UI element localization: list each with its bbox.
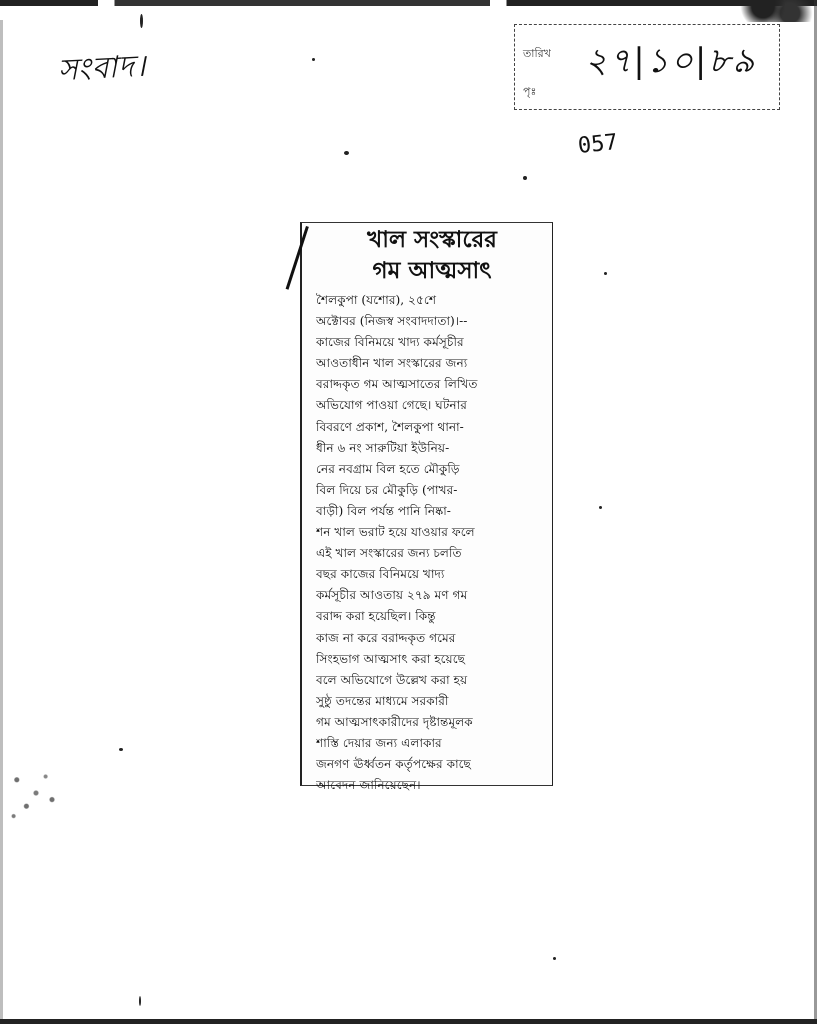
body-line: কাজ না করে বরাদ্দকৃত গমের xyxy=(316,630,456,645)
scan-bottom-edge xyxy=(0,1019,817,1024)
scan-speck xyxy=(553,957,556,960)
scan-speck xyxy=(139,996,141,1006)
scan-left-edge xyxy=(0,20,3,1024)
date-stamp xyxy=(514,24,780,110)
scan-speck xyxy=(344,151,349,155)
body-line: বরাদ্দ করা হয়েছিল। কিন্তু xyxy=(316,609,436,624)
scan-speck xyxy=(119,748,123,751)
date-stamp-value: ২৭|১০|৮৯ xyxy=(585,41,757,81)
body-line: জনগণ ঊর্ধ্বতন কর্তৃপক্ষের কাছে xyxy=(316,757,471,772)
body-line: বিল দিয়ে চর মৌকুড়ি (পাখর- xyxy=(316,482,458,497)
body-line: বিবরণে প্রকাশ, শৈলকুপা থানা- xyxy=(316,419,464,434)
body-line: শন খাল ভরাট হয়ে যাওয়ার ফলে xyxy=(316,525,475,540)
ink-blot xyxy=(4,760,68,826)
body-line: সিংহভাগ আত্মসাৎ করা হয়েছে xyxy=(316,651,465,666)
scan-speck xyxy=(599,506,602,509)
clipping-body xyxy=(316,290,542,796)
scan-speck xyxy=(312,58,315,61)
body-line: সুষ্ঠু তদন্তের মাধ্যমে সরকারী xyxy=(316,693,449,708)
body-line: শৈলকুপা (যশোর), ২৫শে xyxy=(316,293,437,307)
scan-corner-smudge xyxy=(727,0,817,22)
body-line: বরাদ্দকৃত গম আত্মসাতের লিখিত xyxy=(316,377,478,392)
headline-line-2: গম আত্মসাৎ xyxy=(372,257,492,284)
body-line: অক্টোবর (নিজস্ব সংবাদদাতা)।-- xyxy=(316,314,468,329)
body-line: ধীন ৬ নং সারুটিয়া ইউনিয়- xyxy=(316,440,450,455)
body-line: এই খাল সংস্কারের জন্য চলতি xyxy=(316,546,462,561)
body-line: আবেদন জানিয়েছেন। xyxy=(316,778,421,793)
page-number: 057 xyxy=(576,129,619,160)
scan-speck xyxy=(140,14,143,28)
scan-top-edge xyxy=(0,0,817,6)
scan-speck xyxy=(604,272,607,275)
body-line: কাজের বিনিময়ে খাদ্য কর্মসূচীর xyxy=(316,335,464,350)
headline-line-1: খাল সংস্কারের xyxy=(367,226,497,253)
body-line: বলে অভিযোগে উল্লেখ করা হয় xyxy=(316,672,468,687)
body-line: শাস্তি দেয়ার জন্য এলাকার xyxy=(316,735,442,750)
clipping-headline xyxy=(332,224,532,286)
body-line: বাড়ী) বিল পর্যন্ত পানি নিষ্কা- xyxy=(316,503,451,518)
page-stamp-label: পৃঃ xyxy=(523,85,537,98)
scan-speck xyxy=(523,176,527,180)
body-line: কর্মসূচীর আওতায় ২৭৯ মণ গম xyxy=(316,588,468,603)
body-line: গম আত্মসাৎকারীদের দৃষ্টান্তমূলক xyxy=(316,714,473,729)
body-line: আওতাধীন খাল সংস্কারের জন্য xyxy=(316,356,468,371)
body-line: নের নবগ্রাম বিল হতে মৌকুড়ি xyxy=(316,461,460,476)
date-stamp-label: তারিখ xyxy=(523,47,551,60)
handwritten-source-note: সংবাদ। xyxy=(57,48,148,89)
body-line: বছর কাজের বিনিময়ে খাদ্য xyxy=(316,567,445,582)
body-line: অভিযোগ পাওয়া গেছে। ঘটনার xyxy=(316,398,467,413)
